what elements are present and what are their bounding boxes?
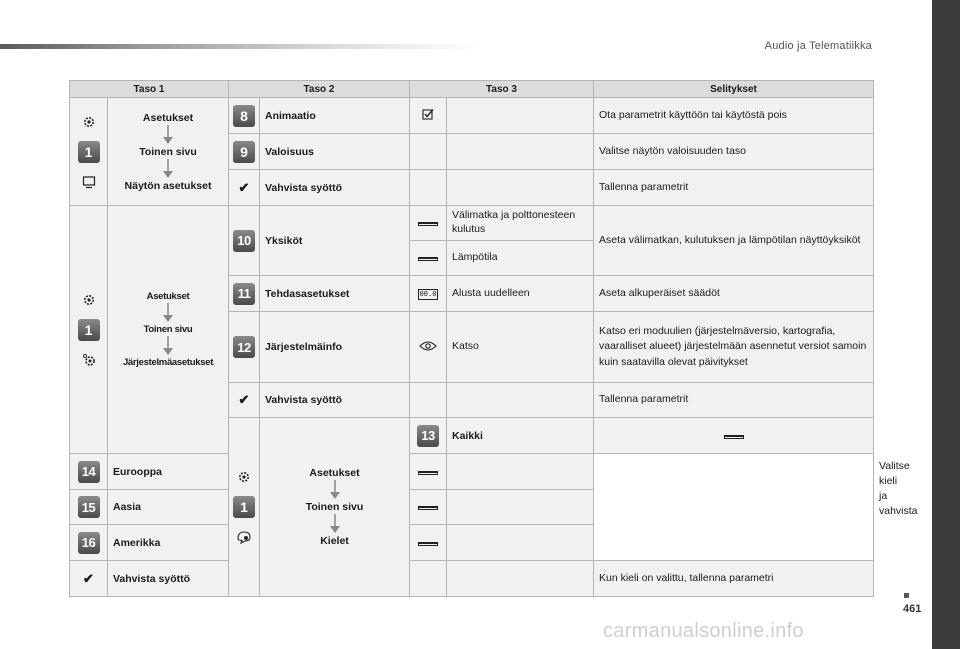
level3-cell: [447, 170, 594, 206]
level3-icon-cell: [410, 276, 447, 312]
system-gear-icon: [82, 353, 96, 367]
level3-icon-cell: [410, 561, 447, 597]
level3-cell: Katso: [447, 312, 594, 383]
level2-cell: Tehdasasetukset: [260, 276, 410, 312]
level3-icon-cell: [410, 525, 447, 561]
level3-icon-cell: [410, 98, 447, 134]
option-bar-icon: [724, 435, 744, 439]
description-cell: Kun kieli on valittu, tallenna parametri: [594, 561, 874, 597]
option-bar-icon: [418, 257, 438, 261]
checkmark-icon: ✔: [238, 179, 250, 195]
header-gradient-rule: [0, 44, 480, 49]
table-row: [70, 206, 874, 241]
level2-cell: Järjestelmäinfo: [260, 312, 410, 383]
language-icon: [237, 530, 251, 544]
table-row: [70, 490, 874, 525]
monitor-icon: [82, 175, 96, 189]
arrow-down-icon: [162, 336, 174, 356]
checkbox-icon: [422, 108, 434, 120]
description-cell: Aseta alkuperäiset säädöt: [594, 276, 874, 312]
description-cell: Aseta välimatkan, kulutuksen ja lämpötilan näyttöyksiköt: [594, 206, 874, 276]
level3-cell: Alusta uudelleen: [447, 276, 594, 312]
table-row: [70, 525, 874, 561]
level3-icon-cell: [410, 490, 447, 525]
column-header-selitykset: Selitykset: [594, 81, 874, 98]
row-check-cell: [229, 383, 260, 418]
gear-icon: [82, 115, 96, 129]
description-cell: Valitse näytön valoisuuden taso: [594, 134, 874, 170]
number-badge: 14: [78, 461, 100, 483]
level3-cell: Lämpötila: [447, 241, 594, 276]
row-number-cell: [70, 525, 108, 561]
arrow-down-icon: [329, 480, 341, 500]
settings-table: [69, 80, 918, 597]
option-bar-icon: [418, 222, 438, 226]
level2-cell: Vahvista syöttö: [260, 170, 410, 206]
level3-cell: [447, 383, 594, 418]
eye-icon: [419, 340, 437, 352]
group3-icons: [229, 418, 260, 597]
number-badge: 13: [417, 425, 439, 447]
column-header-taso1: Taso 1: [70, 81, 229, 98]
number-badge: 11: [233, 283, 255, 305]
table-row: [70, 454, 874, 490]
level1-second-page: Toinen sivu: [139, 145, 197, 158]
arrow-down-icon: [162, 125, 174, 145]
row-number-cell: [70, 454, 108, 490]
group2-icons: [70, 206, 108, 454]
number-badge: 15: [78, 496, 100, 518]
level2-cell: Aasia: [108, 490, 229, 525]
level2-cell: Yksiköt: [260, 206, 410, 276]
level2-cell: Vahvista syöttö: [260, 383, 410, 418]
level3-cell: [447, 98, 594, 134]
level3-icon-cell: [410, 454, 447, 490]
level2-cell: Amerikka: [108, 525, 229, 561]
level3-cell: Välimatka ja polttonesteen kulutus: [447, 206, 594, 241]
table-row: [70, 98, 874, 134]
level3-icon-cell: [410, 206, 447, 241]
step-badge: 1: [233, 496, 255, 518]
watermark: carmanualsonline.info: [603, 620, 804, 642]
level1-system-settings: Järjestelmäasetukset: [122, 357, 214, 368]
level1-settings: Asetukset: [146, 291, 190, 302]
level3-cell: [447, 134, 594, 170]
level2-cell: Eurooppa: [108, 454, 229, 490]
level1-languages: Kielet: [320, 535, 349, 547]
row-number-cell: [229, 134, 260, 170]
table-row: [70, 561, 874, 597]
level3-icon-cell: [410, 241, 447, 276]
option-bar-icon: [418, 506, 438, 510]
gear-icon: [82, 293, 96, 307]
level3-cell: [447, 525, 594, 561]
level3-cell: [447, 561, 594, 597]
level3-cell: [447, 490, 594, 525]
checkmark-icon: ✔: [83, 570, 94, 586]
number-badge: 9: [233, 141, 255, 163]
level2-cell: Kaikki: [447, 418, 594, 454]
column-header-taso3: Taso 3: [410, 81, 594, 98]
level1-second-page: Toinen sivu: [305, 501, 364, 513]
description-cell: Ota parametrit käyttöön tai käytöstä pois: [594, 98, 874, 134]
row-number-cell: [229, 276, 260, 312]
row-number-cell: [70, 490, 108, 525]
description-cell: Tallenna parametrit: [594, 170, 874, 206]
level3-icon-cell: [410, 312, 447, 383]
level1-settings: Asetukset: [309, 467, 360, 479]
column-header-taso2: Taso 2: [229, 81, 410, 98]
level3-cell: [447, 454, 594, 490]
group3-level1-path: [260, 418, 410, 597]
level3-icon-cell: [410, 383, 447, 418]
level3-icon-cell: [594, 418, 874, 454]
row-number-cell: [229, 98, 260, 134]
row-check-cell: [70, 561, 108, 597]
level1-display-settings: Näytön asetukset: [124, 179, 212, 192]
number-badge: 12: [233, 336, 255, 358]
level1-settings: Asetukset: [142, 111, 194, 124]
option-bar-icon: [418, 542, 438, 546]
level3-icon-cell: [410, 170, 447, 206]
row-check-cell: [229, 170, 260, 206]
arrow-down-icon: [162, 159, 174, 179]
arrow-down-icon: [162, 303, 174, 323]
group1-icons: [70, 98, 108, 206]
level3-icon-cell: [410, 134, 447, 170]
level2-cell: Animaatio: [260, 98, 410, 134]
arrow-down-icon: [329, 514, 341, 534]
table-row: 1 Asetukset Toinen sivu Kielet 13 Kaikki Valitse kieli ja vahvista: [70, 418, 874, 454]
page-section-title: Audio ja Telematiikka: [764, 40, 872, 52]
group2-level1-path: [108, 206, 229, 454]
row-number-cell: [229, 312, 260, 383]
level2-cell: Vahvista syöttö: [108, 561, 229, 597]
number-badge: 16: [78, 532, 100, 554]
option-bar-icon: [418, 471, 438, 475]
level2-cell: Valoisuus: [260, 134, 410, 170]
level1-second-page: Toinen sivu: [143, 324, 193, 335]
gear-icon: [237, 470, 251, 484]
row-number-cell: [410, 418, 447, 454]
reset-icon: 00.0: [419, 290, 437, 298]
step-badge: 1: [78, 141, 100, 163]
description-cell: Tallenna parametrit: [594, 383, 874, 418]
description-cell: Katso eri moduulien (järjestelmäversio, kartografia, vaaralliset alueet) järjestelmään asennetut versiot samoin kuin saatavilla olevat päivitykset: [594, 312, 874, 383]
chapter-side-bar: [932, 0, 960, 649]
checkmark-icon: ✔: [238, 392, 250, 407]
table-header-row: [70, 81, 874, 98]
number-badge: 10: [233, 230, 255, 252]
number-badge: 8: [233, 105, 255, 127]
page-marker: [904, 593, 909, 598]
group1-level1-path: [108, 98, 229, 206]
step-badge: 1: [78, 319, 100, 341]
row-number-cell: [229, 206, 260, 276]
page-number: 461: [903, 603, 922, 615]
